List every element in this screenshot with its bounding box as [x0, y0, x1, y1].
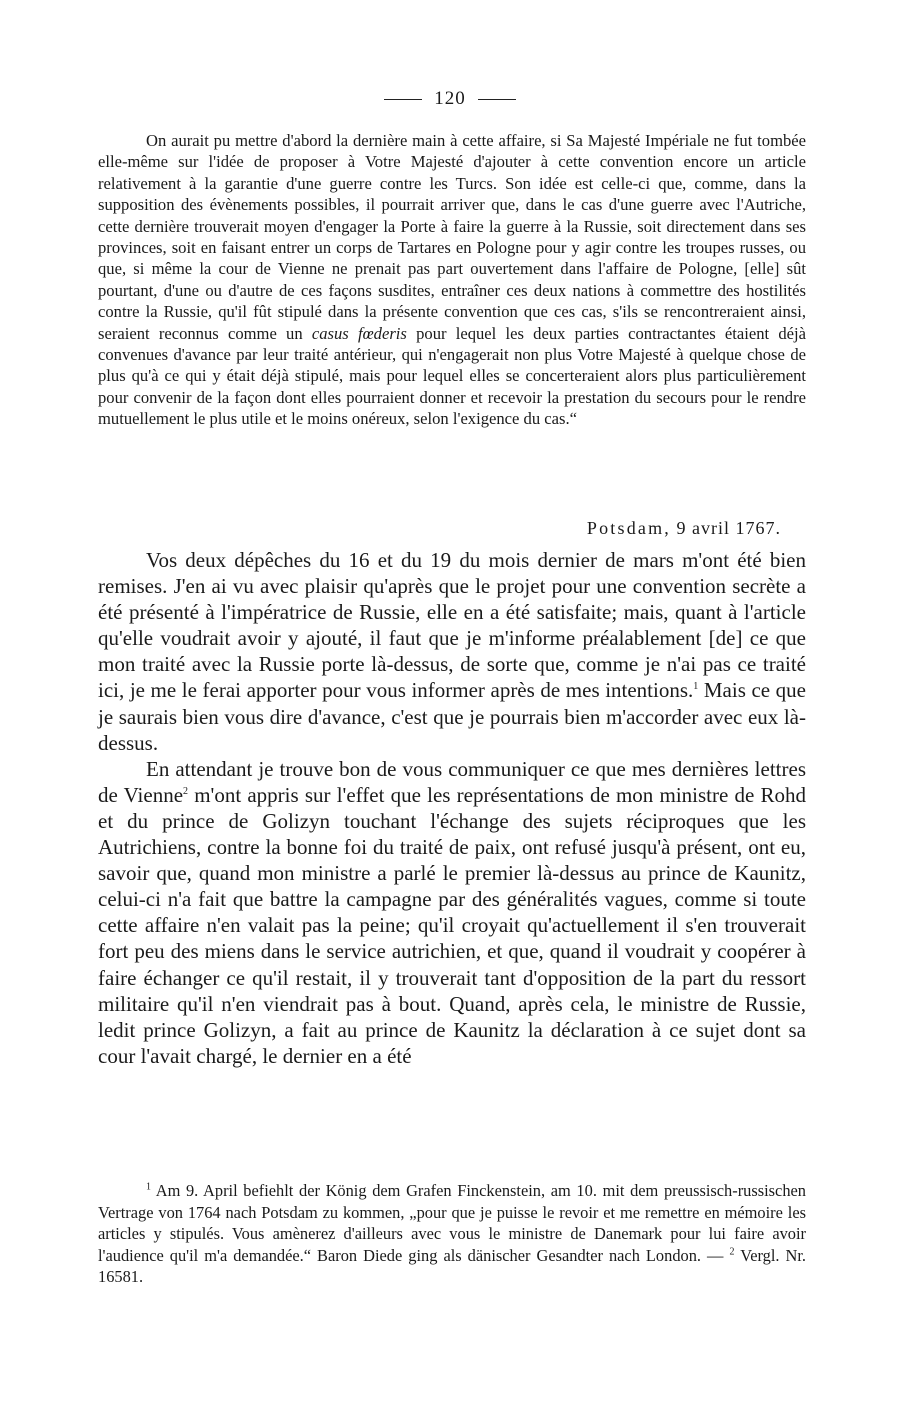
footnote-paragraph — [98, 1180, 806, 1288]
p2-text-after: m'ont appris sur l'effet que les représentations de mon ministre de Rohd et du prince de Golizyn touchant l'échange des sujets réciproques que les Autrichiens, contre la bonne foi du traité de paix, ont refusé jusqu'à présent, ont eu, savoir que, quand mon ministre a parlé le premier là-dessus au prince de Kaunitz, celui-ci n'a fait que battre la campagne par des généralités vagues, comme si toute cette affaire n'en valait pas la peine; qu'il croyait qu'actuellement il s'en trouverait fort peu des miens dans le service autrichien, et que, quand il voudrait y coopérer à faire échanger ce qu'il restait, il y trouverait tant d'opposition de la part du ressort militaire qu'il n'en viendrait pas à bout. Quand, après cela, le ministre de Russie, ledit prince Golizyn, a fait au prince de Kaunitz la déclaration à ce sujet dont sa cour l'avait chargé, le dernier en a été — [98, 782, 807, 1068]
footnotes — [98, 1180, 806, 1288]
p2-text: En attendant je trouve bon de vous communiquer ce que mes dernières lettres de Vienne — [98, 756, 806, 807]
quote-paragraph — [98, 130, 806, 430]
body-paragraph-1 — [98, 547, 806, 756]
letter-body — [98, 547, 806, 1069]
p1-text: Vos deux dépêches du 16 et du 19 du mois dernier de mars m'ont été bien remises. J'en ai vu avec plaisir qu'après que le projet pour une convention secrète a été présenté à l'impératrice de Russie, elle en a été satisfaite; mais, quant à l'article qu'elle voudrait avoir y ajouté, il faut que je m'informe préalablement [de] ce que mon traité avec la Russie porte là-dessus, de sorte que, comme je n'ai pas ce traité ici, je me le ferai apporter pour vous informer après de mes intentions. — [98, 548, 806, 703]
quote-text-before: On aurait pu mettre d'abord la dernière main à cette affaire, si Sa Majesté Impériale ne fut tombée elle-même sur l'idée de proposer à Votre Majesté d'ajouter à cette convention encore un article relativement à la garantie d'une guerre contre les Turcs. Son idée est celle-ci que, comme, dans la supposition des évènements possibles, il pourrait arriver que, dans le cas d'une guerre avec l'Autriche, cette dernière trouverait moyen d'engager la Porte à faire la guerre à la Russie, soit directement dans ses provinces, soit en faisant entrer un corps de Tartares en Pologne pour y agir contre les troupes russes, ou que, si même la cour de Vienne ne prenait pas part ouvertement dans l'affaire de Pologne, [elle] sût pourtant, d'une ou d'autre de ces façons susdites, entraîner ces deux nations à commettre des hostilités contre la Russie, qu'il fût stipulé dans la présente convention que ces cas, s'ils se rencontreraient ainsi, seraient reconnus comme un — [98, 131, 806, 343]
dateline-date: 9 avril 1767. — [676, 518, 781, 538]
footnote-ref-1: 1 — [693, 681, 699, 693]
quoted-letter-excerpt — [98, 130, 806, 430]
page-number: 120 — [434, 88, 466, 109]
quote-text-after: pour lequel les deux parties contractantes étaient déjà convenues d'avance par leur traité antérieur, qui n'engagerait non plus Votre Majesté à quelque chose de plus qu'à ce qui y était déjà stipulé, mais pour lequel elles se concerteraient alors plus particulièrement pour convenir de la façon dont elles pourraient donner et recevoir la prestation du secours pour le rendre mutuellement le plus utile et le moins onéreux, selon l'exigence du cas.“ — [98, 323, 806, 429]
page-header — [0, 88, 900, 110]
p1-text-after: Mais ce que je saurais bien vous dire d'avance, c'est que je pourrais bien m'accorder avec eux là-dessus. — [98, 678, 807, 755]
footnote-mark-1: 1 — [146, 1181, 151, 1193]
footnote-2-text: Vergl. Nr. 16581. — [98, 1245, 806, 1287]
quote-latin-term: casus fœderis — [311, 323, 407, 343]
footnote-mark-2: 2 — [729, 1246, 735, 1258]
dateline-place: Potsdam, — [586, 518, 671, 538]
header-rule-left — [384, 99, 422, 100]
body-paragraph-2 — [98, 756, 806, 1069]
header-rule-right — [478, 99, 516, 100]
footnote-ref-2: 2 — [183, 785, 189, 797]
footnote-1-text: Am 9. April befiehlt der König dem Grafen Finckenstein, am 10. mit dem preussisch-russischen Vertrage von 1764 nach Potsdam zu kommen, „pour que je puisse le revoir et me remettre en mémoire les articles y stipulés. Vous amènerez d'ailleurs avec vous le ministre de Danemark pour lui faire avoir l'audience qu'il m'a demandée.“ Baron Diede ging als dänischer Gesandter nach London. — — [98, 1181, 806, 1265]
dateline — [587, 518, 781, 539]
